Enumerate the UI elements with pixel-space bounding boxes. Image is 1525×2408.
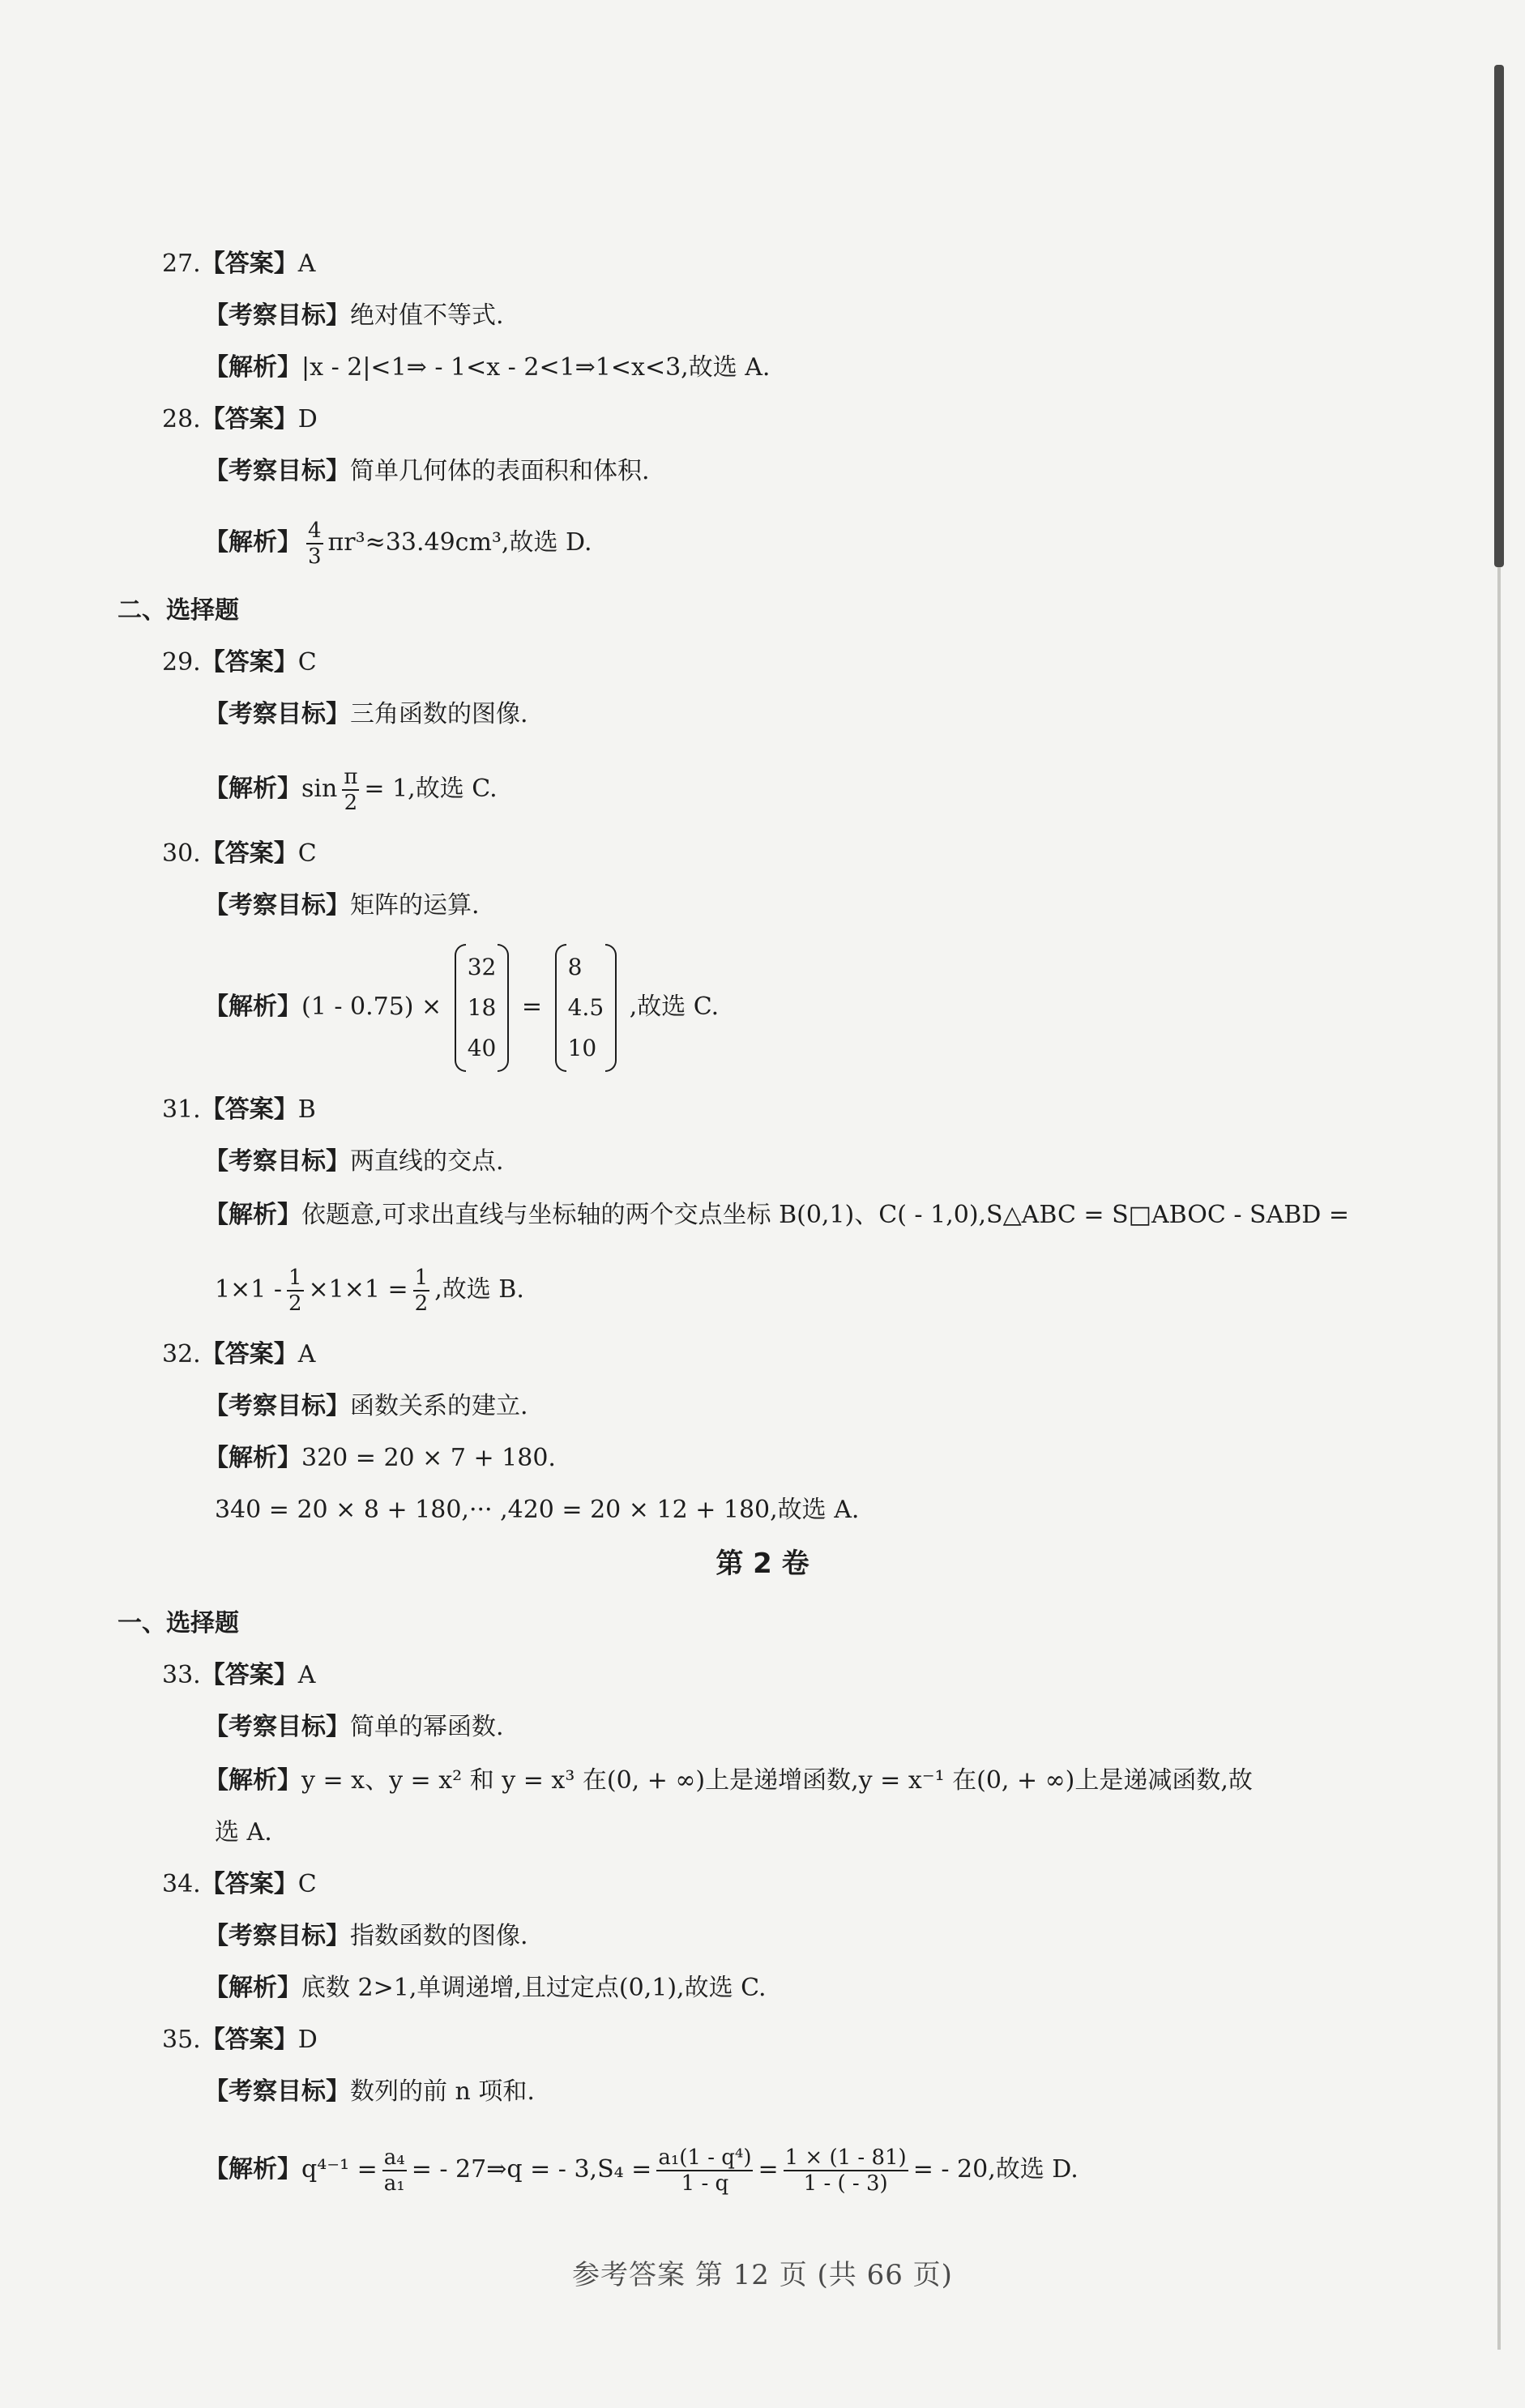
q29-analysis: 【解析】sin $\frac{\pi}{2}$ = 1,故选 C. xyxy=(204,765,498,815)
q30-target: 【考察目标】矩阵的运算. xyxy=(204,891,480,920)
q28-analysis: 【解析】 $\frac{4}{3}$ πr³≈33.49cm³,故选 D. xyxy=(204,519,592,569)
q33-analysis-2: 选 A. xyxy=(215,1818,272,1847)
q27-answer: 27.【答案】A xyxy=(162,250,316,278)
volume-title: 第 2 卷 xyxy=(716,1548,809,1580)
q29-target: 【考察目标】三角函数的图像. xyxy=(204,700,528,728)
q34-answer: 34.【答案】C xyxy=(162,1870,317,1898)
fraction: $\frac{1}{2}$ xyxy=(288,1266,302,1316)
q35-target: 【考察目标】数列的前 n 项和. xyxy=(204,2077,535,2106)
fraction: $\frac{1 \times (1 - 81)}{1 - ( - 3)}$ xyxy=(784,2145,907,2196)
q33-analysis-1: 【解析】y = x、y = x² 和 y = x³ 在(0, + ∞)上是递增函数,y = x⁻¹ 在(0, + ∞)上是递减函数,故 xyxy=(204,1766,1253,1795)
q32-analysis-2: 340 = 20 × 8 + 180,··· ,420 = 20 × 12 + 180,故选 A. xyxy=(215,1496,860,1524)
q28-answer: 28.【答案】D xyxy=(162,405,318,433)
q33-answer: 33.【答案】A xyxy=(162,1661,316,1689)
page-footer: 参考答案 第 12 页 (共 66 页) xyxy=(572,2259,953,2291)
q27-analysis: 【解析】|x - 2|<1⇒ - 1<x - 2<1⇒1<x<3,故选 A. xyxy=(204,353,771,382)
q34-target: 【考察目标】指数函数的图像. xyxy=(204,1922,528,1950)
matrix-right: 8 4.5 10 xyxy=(555,947,617,1069)
q31-answer: 31.【答案】B xyxy=(162,1095,316,1124)
q29-answer: 29.【答案】C xyxy=(162,648,317,677)
fraction: $\frac{1}{2}$ xyxy=(414,1266,429,1316)
q34-analysis: 【解析】底数 2>1,单调递增,且过定点(0,1),故选 C. xyxy=(204,1974,767,2002)
q30-answer: 30.【答案】C xyxy=(162,839,317,868)
fraction: $\frac{4}{3}$ xyxy=(308,519,322,569)
q31-analysis-2: 1×1 - $\frac{1}{2}$ ×1×1 = $\frac{1}{2}$ ,故选 B. xyxy=(215,1266,524,1316)
q28-target: 【考察目标】简单几何体的表面积和体积. xyxy=(204,457,650,485)
section-title-2: 二、选择题 xyxy=(117,596,239,625)
q35-answer: 35.【答案】D xyxy=(162,2026,318,2054)
matrix-left: 32 18 40 xyxy=(455,947,510,1069)
q35-analysis: 【解析】q⁴⁻¹ = $\frac{\text{a₄}}{\text{a₁}}$ = - 27⇒q = - 3,S₄ = $\frac{\text{a₁(1 - q⁴)}}{1 - q}$ = $\frac{1 \times (1 - 81)}{1 - ( - 3)}$ = - 20,故选 D. xyxy=(204,2145,1079,2196)
q32-analysis-1: 【解析】320 = 20 × 7 + 180. xyxy=(204,1444,556,1472)
q31-analysis-1: 【解析】依题意,可求出直线与坐标轴的两个交点坐标 B(0,1)、C( - 1,0),S△ABC = S□ABOC - SABD = xyxy=(204,1201,1350,1229)
fraction: $\frac{\text{a₁(1 - q⁴)}}{1 - q}$ xyxy=(658,2145,752,2196)
q32-answer: 32.【答案】A xyxy=(162,1340,316,1368)
q32-target: 【考察目标】函数关系的建立. xyxy=(204,1392,528,1420)
page-edge-shadow xyxy=(1494,65,1504,567)
q33-target: 【考察目标】简单的幂函数. xyxy=(204,1713,504,1741)
q27-target: 【考察目标】绝对值不等式. xyxy=(204,301,504,330)
fraction: $\frac{\pi}{2}$ xyxy=(344,765,358,815)
page-edge-line xyxy=(1497,567,1501,2350)
section-title-1: 一、选择题 xyxy=(117,1609,239,1637)
q31-target: 【考察目标】两直线的交点. xyxy=(204,1147,504,1176)
fraction: $\frac{\text{a₄}}{\text{a₁}}$ xyxy=(383,2145,405,2196)
q30-analysis: 【解析】(1 - 0.75) × 32 18 40 = 8 4.5 10 ,故选 C. xyxy=(204,946,719,1069)
